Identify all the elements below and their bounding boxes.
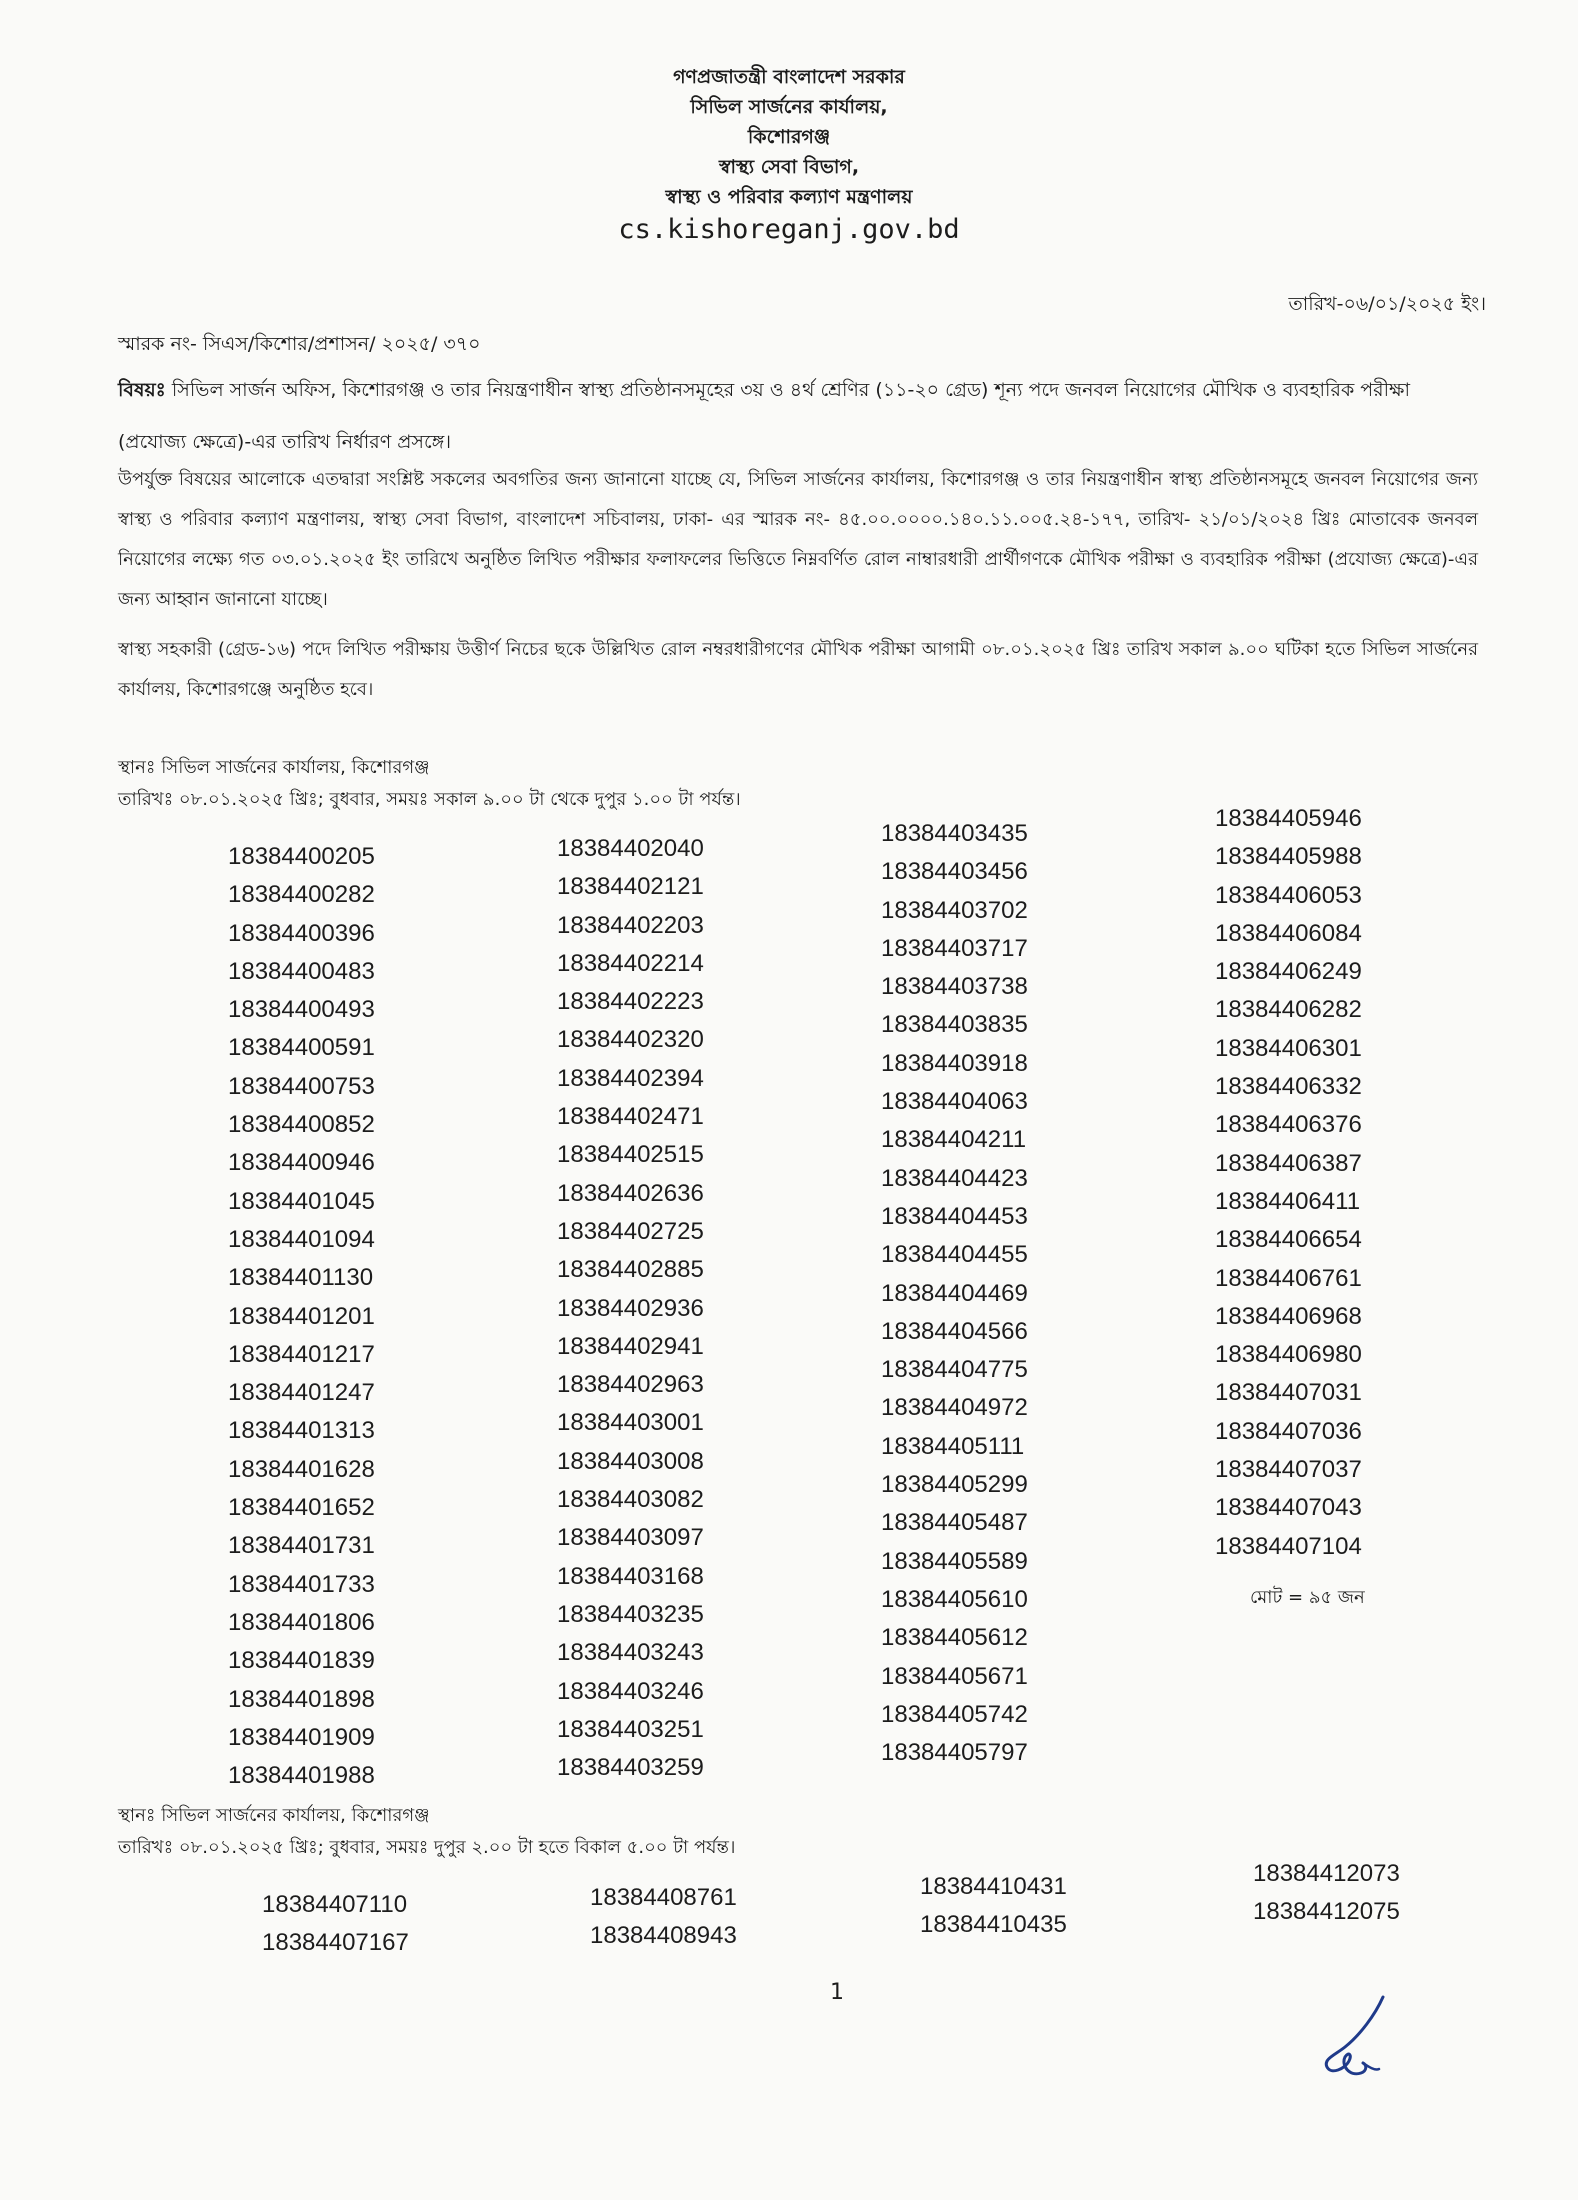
roll-number: 18384401217 [228, 1340, 375, 1368]
roll-number: 18384407031 [1215, 1379, 1362, 1407]
session2-roll-column-1 [262, 1886, 502, 1962]
roll-number: 18384406654 [1215, 1226, 1362, 1254]
roll-number: 18384406968 [1215, 1302, 1362, 1330]
session1-venue: স্থানঃ সিভিল সার্জনের কার্যালয়, কিশোরগঞ্জ [118, 757, 430, 778]
roll-number: 18384403243 [557, 1639, 704, 1667]
roll-number: 18384402040 [557, 835, 704, 862]
memo-number: স্মারক নং- সিএস/কিশোর/প্রশাসন/ ২০২৫/ ৩৭০ [118, 333, 481, 355]
subject-text: সিভিল সার্জন অফিস, কিশোরগঞ্জ ও তার নিয়ন্ত্রণাধীন স্বাস্থ্য প্রতিষ্ঠানসমূহের ৩য় ও ৪র্থ শ্রেণির (১১-২০ গ্রেড) শূন্য পদে জনবল নিয়োগের মৌখিক ও ব্যবহারিক পরীক্ষা (প্রযোজ্য ক্ষেত্রে)-এর তারিখ নির্ধারণ প্রসঙ্গে। [118, 379, 1410, 453]
signature-image [1305, 1985, 1405, 2085]
roll-number: 18384401201 [228, 1302, 375, 1330]
roll-number: 18384401731 [228, 1532, 375, 1560]
roll-number: 18384405797 [881, 1739, 1028, 1767]
roll-number: 18384401628 [228, 1455, 375, 1483]
session1-roll-column-4 [1215, 800, 1455, 1566]
roll-number: 18384401733 [228, 1570, 375, 1598]
roll-number: 18384412073 [1253, 1860, 1400, 1887]
roll-number: 18384400852 [228, 1111, 375, 1139]
roll-number: 18384402214 [557, 949, 704, 977]
roll-number: 18384401045 [228, 1187, 375, 1215]
session1-time: তারিখঃ ০৮.০১.২০২৫ খ্রিঃ; বুধবার, সময়ঃ সকাল ৯.০০ টা থেকে দুপুর ১.০০ টা পর্যন্ত। [118, 789, 741, 810]
roll-number: 18384401909 [228, 1723, 375, 1751]
roll-number: 18384402203 [557, 911, 704, 939]
roll-number: 18384402515 [557, 1141, 704, 1169]
roll-number: 18384410431 [920, 1873, 1067, 1900]
roll-number: 18384403251 [557, 1715, 704, 1743]
roll-number: 18384402963 [557, 1371, 704, 1399]
roll-number: 18384405988 [1215, 843, 1362, 871]
session2-time: তারিখঃ ০৮.০১.২০২৫ খ্রিঃ; বুধবার, সময়ঃ দুপুর ২.০০ টা হতে বিকাল ৫.০০ টা পর্যন্ত। [118, 1837, 736, 1858]
roll-number: 18384401806 [228, 1608, 375, 1636]
division-name: স্বাস্থ্য সেবা বিভাগ, [718, 156, 860, 178]
roll-number: 18384403717 [881, 934, 1028, 962]
roll-number: 18384405946 [1215, 805, 1362, 832]
roll-number: 18384404775 [881, 1356, 1028, 1384]
roll-number: 18384406387 [1215, 1149, 1362, 1177]
roll-number: 18384401839 [228, 1647, 375, 1675]
roll-number: 18384406980 [1215, 1341, 1362, 1369]
roll-number: 18384405487 [881, 1509, 1028, 1537]
roll-number: 18384402725 [557, 1217, 704, 1245]
letterhead [0, 62, 1578, 245]
roll-number: 18384403835 [881, 1011, 1028, 1039]
roll-number: 18384402121 [557, 873, 704, 901]
roll-number: 18384406761 [1215, 1264, 1362, 1292]
roll-number: 18384401094 [228, 1225, 375, 1253]
roll-number: 18384403918 [881, 1049, 1028, 1077]
subject [118, 364, 1458, 468]
roll-number: 18384406282 [1215, 996, 1362, 1024]
roll-number: 18384407167 [262, 1929, 409, 1956]
roll-number: 18384402936 [557, 1294, 704, 1322]
roll-number: 18384402471 [557, 1103, 704, 1131]
roll-number: 18384405742 [881, 1700, 1028, 1728]
roll-number: 18384405612 [881, 1624, 1028, 1652]
session2-venue: স্থানঃ সিভিল সার্জনের কার্যালয়, কিশোরগঞ্জ [118, 1805, 430, 1826]
roll-number: 18384406411 [1215, 1187, 1361, 1215]
roll-number: 18384403435 [881, 820, 1028, 847]
roll-number: 18384406376 [1215, 1111, 1362, 1139]
roll-number: 18384405299 [881, 1471, 1028, 1499]
roll-number: 18384408943 [590, 1922, 737, 1949]
ministry-name: স্বাস্থ্য ও পরিবার কল্যাণ মন্ত্রণালয় [665, 186, 913, 208]
roll-number: 18384401988 [228, 1762, 375, 1790]
roll-number: 18384404972 [881, 1394, 1028, 1422]
roll-number: 18384406084 [1215, 919, 1362, 947]
roll-number: 18384401247 [228, 1379, 375, 1407]
roll-number: 18384403097 [557, 1524, 704, 1552]
roll-number: 18384407036 [1215, 1417, 1362, 1445]
roll-number: 18384403168 [557, 1562, 704, 1590]
session2-roll-column-2 [590, 1879, 830, 1955]
roll-number: 18384400396 [228, 919, 375, 947]
roll-number: 18384400753 [228, 1072, 375, 1100]
roll-number: 18384404566 [881, 1317, 1028, 1345]
roll-number: 18384406332 [1215, 1073, 1362, 1101]
session1-roll-column-1 [228, 838, 468, 1795]
roll-number: 18384407043 [1215, 1494, 1362, 1522]
roll-number: 18384403082 [557, 1486, 704, 1514]
roll-number: 18384400493 [228, 996, 375, 1024]
session2-venue-block [118, 1800, 735, 1864]
roll-number: 18384403702 [881, 896, 1028, 924]
roll-number: 18384405589 [881, 1547, 1028, 1575]
roll-number: 18384400946 [228, 1149, 375, 1177]
roll-number: 18384401130 [228, 1264, 374, 1292]
session1-roll-column-3 [881, 815, 1121, 1772]
session1-venue-block [118, 752, 741, 816]
roll-number: 18384405111 [881, 1432, 1025, 1460]
roll-number: 18384406301 [1215, 1034, 1362, 1062]
website: cs.kishoreganj.gov.bd [618, 214, 960, 245]
roll-number: 18384407104 [1215, 1532, 1362, 1560]
roll-number: 18384403738 [881, 973, 1028, 1001]
roll-number: 18384404423 [881, 1164, 1028, 1192]
roll-number: 18384403235 [557, 1600, 704, 1628]
roll-number: 18384404455 [881, 1241, 1028, 1269]
roll-number: 18384402223 [557, 988, 704, 1016]
roll-number: 18384404469 [881, 1279, 1028, 1307]
roll-number: 18384400282 [228, 881, 375, 909]
roll-number: 18384401313 [228, 1417, 375, 1445]
roll-number: 18384400591 [228, 1034, 375, 1062]
paragraph-exam-notice: স্বাস্থ্য সহকারী (গ্রেড-১৬) পদে লিখিত পরীক্ষায় উত্তীর্ণ নিচের ছকে উল্লিখিত রোল নম্বরধারীগণের মৌখিক পরীক্ষা আগামী ০৮.০১.২০২৫ খ্রিঃ তারিখ সকাল ৯.০০ ঘটিকা হতে সিভিল সার্জনের কার্যালয়, কিশোরগঞ্জে অনুষ্ঠিত হবে। [118, 639, 1478, 700]
roll-number: 18384402941 [557, 1332, 704, 1360]
paragraph-intro: উপর্যুক্ত বিষয়ের আলোকে এতদ্বারা সংশ্লিষ্ট সকলের অবগতির জন্য জানানো যাচ্ছে যে, সিভিল সার্জনের কার্যালয়, কিশোরগঞ্জ ও তার নিয়ন্ত্রণাধীন স্বাস্থ্য প্রতিষ্ঠানসমূহে জনবল নিয়োগের জন্য স্বাস্থ্য ও পরিবার কল্যাণ মন্ত্রণালয়, স্বাস্থ্য সেবা বিভাগ, বাংলাদেশ সচিবালয়, ঢাকা- এর স্মারক নং- ৪৫.০০.০০০০.১৪০.১১.০০৫.২৪-১৭৭, তারিখ- ২১/০১/২০২৪ খ্রিঃ মোতাবেক জনবল নিয়োগের লক্ষ্যে গত ০৩.০১.২০২৫ ইং তারিখে অনুষ্ঠিত লিখিত পরীক্ষার ফলাফলের ভিত্তিতে নিম্নবর্ণিত রোল নাম্বারধারী প্রার্থীগণকে মৌখিক পরীক্ষা ও ব্যবহারিক পরীক্ষা (প্রযোজ্য ক্ষেত্রে)-এর জন্য আহ্বান জানানো যাচ্ছে। [118, 469, 1478, 610]
session2-roll-column-4 [1253, 1855, 1493, 1931]
date-line: তারিখ-০৬/০১/২০২৫ ইং। [1288, 293, 1486, 315]
roll-number: 18384406249 [1215, 958, 1362, 986]
roll-number: 18384401652 [228, 1494, 375, 1522]
roll-number: 18384403001 [557, 1409, 704, 1437]
roll-number: 18384401898 [228, 1685, 375, 1713]
roll-number: 18384405671 [881, 1662, 1028, 1690]
district-name: কিশোরগঞ্জ [747, 126, 831, 148]
roll-number: 18384402394 [557, 1064, 704, 1092]
roll-number: 18384403259 [557, 1754, 704, 1782]
govt-name: গণপ্রজাতন্ত্রী বাংলাদেশ সরকার [673, 66, 905, 88]
roll-number: 18384400205 [228, 843, 375, 870]
roll-number: 18384402885 [557, 1256, 704, 1284]
roll-number: 18384412075 [1253, 1898, 1400, 1925]
office-name: সিভিল সার্জনের কার্যালয়, [690, 96, 888, 118]
roll-number: 18384404211 [881, 1126, 1027, 1154]
roll-number: 18384403008 [557, 1447, 704, 1475]
roll-number: 18384402636 [557, 1179, 704, 1207]
roll-number: 18384402320 [557, 1026, 704, 1054]
roll-number: 18384403456 [881, 858, 1028, 886]
roll-number: 18384410435 [920, 1911, 1067, 1938]
roll-number: 18384404063 [881, 1088, 1028, 1116]
roll-number: 18384408761 [590, 1884, 737, 1911]
roll-number: 18384404453 [881, 1202, 1028, 1230]
page-number: 1 [830, 1980, 844, 2005]
roll-number: 18384406053 [1215, 881, 1362, 909]
roll-number: 18384407110 [262, 1891, 408, 1918]
session1-roll-column-2 [557, 830, 797, 1787]
roll-number: 18384400483 [228, 957, 375, 985]
subject-label: বিষয়ঃ [118, 379, 166, 401]
roll-number: 18384407037 [1215, 1456, 1362, 1484]
total-count: মোট = ৯৫ জন [1250, 1587, 1365, 1608]
roll-number: 18384405610 [881, 1585, 1028, 1613]
roll-number: 18384403246 [557, 1677, 704, 1705]
session2-roll-column-3 [920, 1868, 1160, 1944]
